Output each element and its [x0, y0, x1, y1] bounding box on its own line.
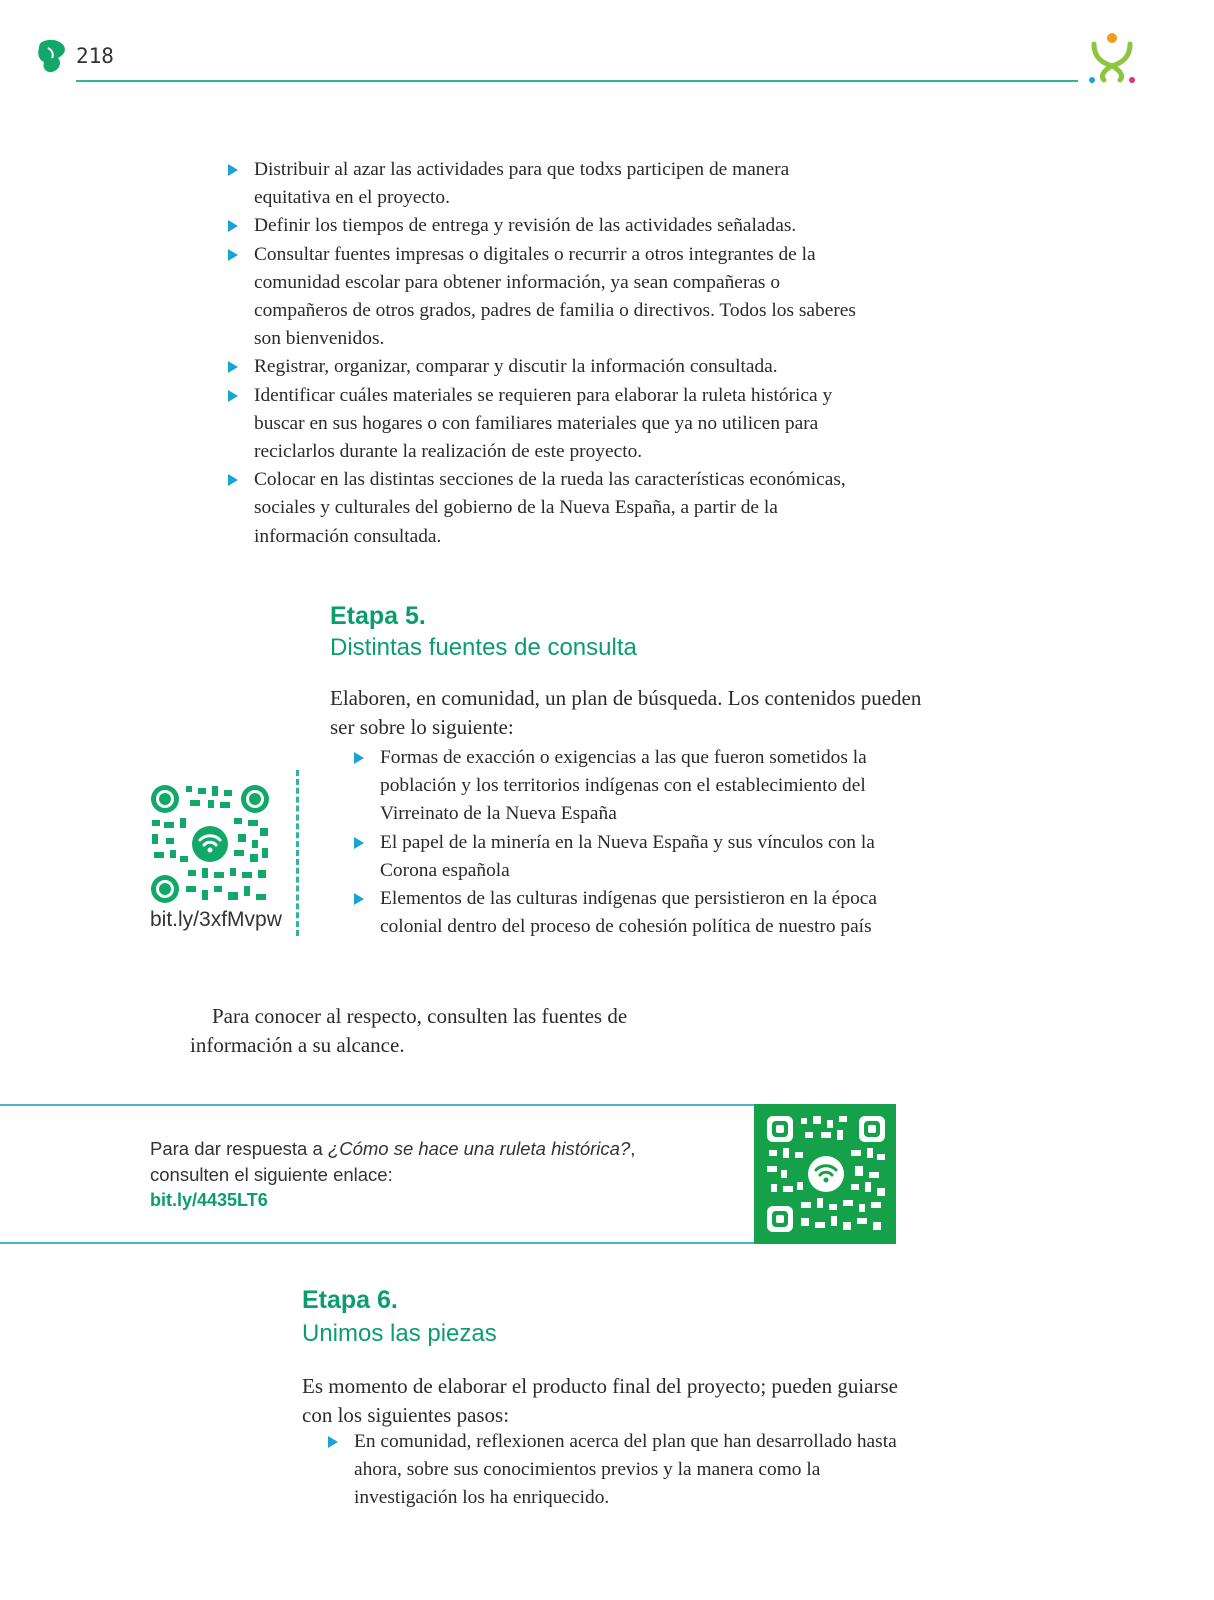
stage5-bullet-list [354, 744, 934, 941]
bullet-icon [228, 474, 238, 486]
stage6-intro: Es momento de elaborar el producto final del proyecto; pueden guiarse con los siguientes pasos: [302, 1374, 898, 1427]
bullet-icon [228, 164, 238, 176]
stage5-subtitle: Distintas fuentes de consulta [330, 634, 637, 661]
list-item: Colocar en las distintas secciones de la rueda las características económicas, sociales y culturales del gobierno de la Nueva España, a partir de la información consultada. [228, 466, 868, 551]
stage5-title: Etapa 5. [330, 602, 426, 630]
qr-link-text[interactable]: bit.ly/3xfMvpw [150, 908, 282, 931]
list-item: Consultar fuentes impresas o digitales o recurrir a otros integrantes de la comunidad escolar para obtener información, ya sean compañeras o compañeros de otros grados, padres de familia o directivos. Todos los saberes son bienvenidos. [228, 241, 868, 354]
book-logo-icon [36, 38, 68, 74]
stage5-intro: Elaboren, en comunidad, un plan de búsqueda. Los contenidos pueden ser sobre lo siguiente: [330, 686, 922, 739]
stage6-title: Etapa 6. [302, 1286, 398, 1314]
page-number: 218 [76, 44, 114, 68]
list-item: Definir los tiempos de entrega y revisión de las actividades señaladas. [228, 212, 868, 240]
list-item: Registrar, organizar, comparar y discutir la información consultada. [228, 353, 868, 381]
list-item: En comunidad, reflexionen acerca del plan que han desarrollado hasta ahora, sobre sus conocimientos previos y la manera como la investigación los ha enriquecido. [328, 1428, 928, 1513]
bullet-icon [228, 249, 238, 261]
box-top-rule [0, 1104, 754, 1106]
list-item: Distribuir al azar las actividades para que todxs participen de manera equitativa en el proyecto. [228, 156, 868, 212]
bullet-icon [228, 220, 238, 232]
qr-code-icon[interactable] [150, 784, 270, 904]
header-rule [76, 80, 1078, 82]
bullet-icon [228, 361, 238, 373]
link-box-text: Para dar respuesta a ¿Cómo se hace una ruleta histórica?, consulten el siguiente enlace: [150, 1138, 636, 1185]
list-item: Identificar cuáles materiales se requieren para elaborar la ruleta histórica y buscar en sus hogares o con familiares materiales que ya no utilicen para reciclarlos durante la realización de este proyecto. [228, 382, 868, 467]
bullet-icon [354, 752, 364, 764]
bullet-icon [354, 893, 364, 905]
bullet-icon [354, 837, 364, 849]
dashed-divider [296, 770, 299, 936]
stage6-subtitle: Unimos las piezas [302, 1320, 497, 1347]
consult-note: Para conocer al respecto, consulten las fuentes de información a su alcance. [190, 1004, 628, 1057]
bullet-icon [328, 1436, 338, 1448]
list-item: Formas de exacción o exigencias a las que fueron sometidos la población y los territorios indígenas con el establecimiento del Virreinato de la Nueva España [354, 744, 934, 829]
link-box-url[interactable]: bit.ly/4435LT6 [150, 1190, 268, 1210]
qr-code-icon[interactable] [765, 1114, 887, 1234]
intro-bullet-list [228, 156, 868, 551]
box-bottom-rule [0, 1242, 754, 1244]
list-item: El papel de la minería en la Nueva España y sus vínculos con la Corona española [354, 829, 934, 885]
brand-logo-icon [1086, 30, 1138, 86]
list-item: Elementos de las culturas indígenas que persistieron en la época colonial dentro del proceso de cohesión política de nuestro país [354, 885, 934, 941]
bullet-icon [228, 390, 238, 402]
stage6-bullet-list [328, 1428, 928, 1513]
